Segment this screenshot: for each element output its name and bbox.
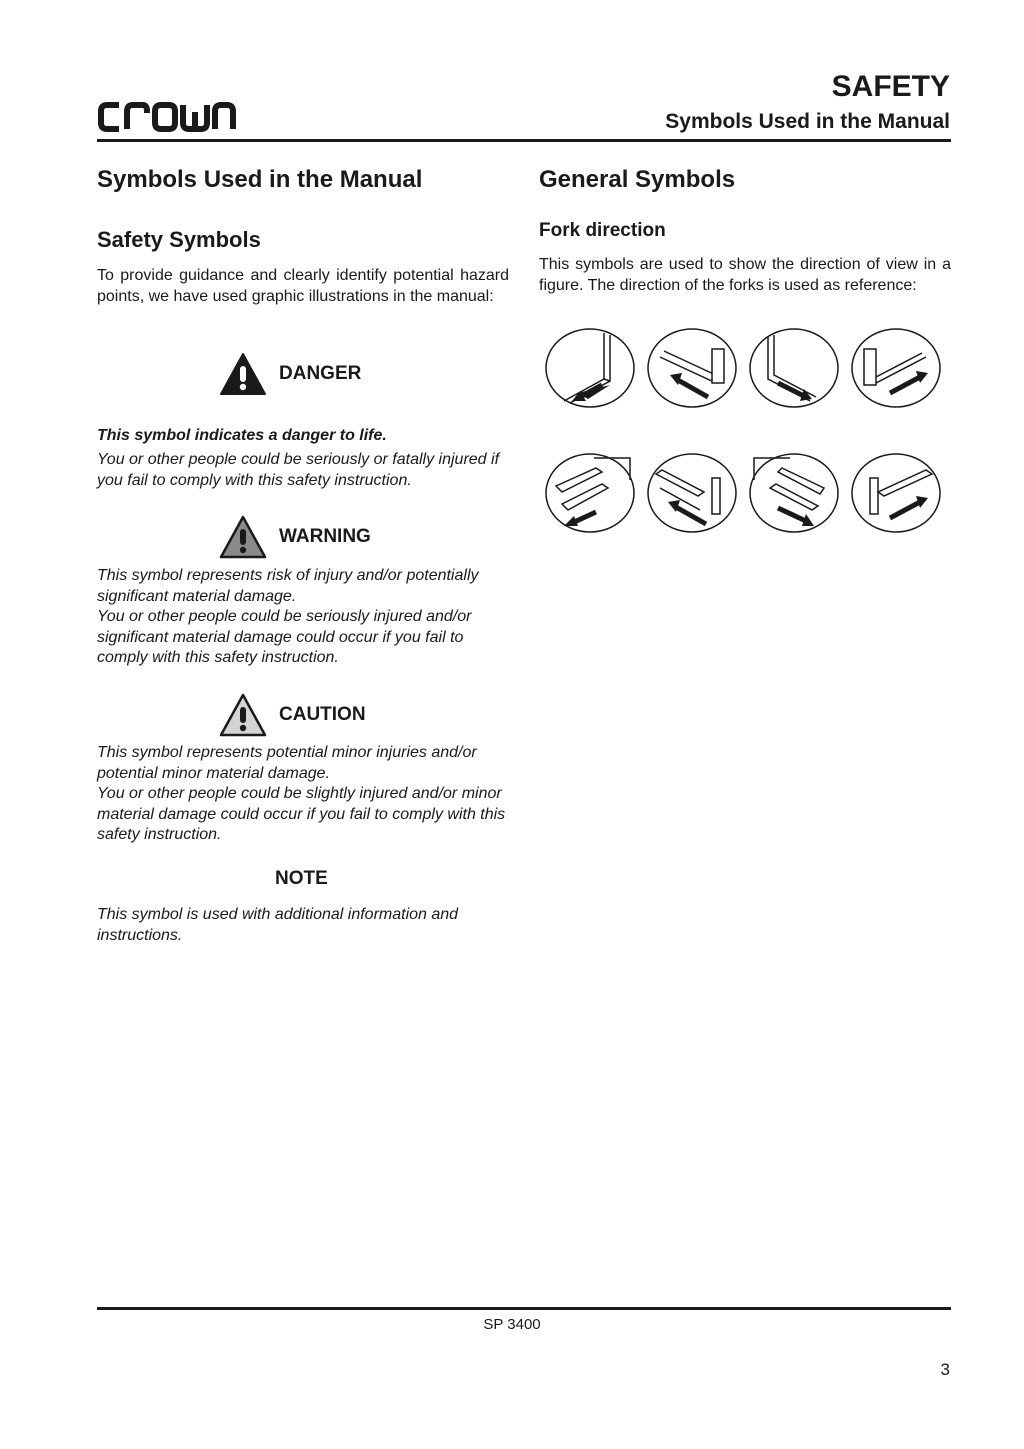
- note-label: NOTE: [275, 868, 328, 889]
- truck-front-right-icon: [748, 452, 840, 534]
- caution-text-2: You or other people could be slightly injured and/or minor material damage could occur if you fail to comply with this safety instruction.: [97, 785, 506, 843]
- danger-label: DANGER: [279, 363, 362, 384]
- warning-text-1: This symbol represents risk of injury and/or potentially significant material damage.: [97, 567, 479, 605]
- intro-paragraph: To provide guidance and clearly identify potential hazard points, we have used graphic illustrations in the manual:: [97, 267, 509, 305]
- fork-direction-text: This symbols are used to show the direction of view in a figure. The direction of the forks is used as reference:: [539, 256, 951, 294]
- header-title: SAFETY: [831, 70, 950, 103]
- fork-direction-heading: Fork direction: [539, 220, 666, 241]
- danger-text: You or other people could be seriously or fatally injured if you fail to comply with this safety instruction.: [97, 451, 500, 489]
- safety-symbols-heading: Safety Symbols: [97, 227, 261, 252]
- danger-triangle-icon: [219, 352, 267, 396]
- header-rule: [97, 139, 951, 142]
- caution-text-1: This symbol represents potential minor injuries and/or potential minor material damage.: [97, 744, 477, 782]
- caution-label: CAUTION: [279, 704, 366, 725]
- header-subtitle: Symbols Used in the Manual: [665, 110, 950, 133]
- fork-front-right-icon: [748, 327, 840, 409]
- danger-symbol: [219, 352, 361, 396]
- footer-rule: [97, 1307, 951, 1310]
- truck-back-left-icon: [646, 452, 738, 534]
- danger-bold-line: This symbol indicates a danger to life.: [97, 427, 387, 444]
- crown-logo: [97, 100, 237, 134]
- footer-doc-id: SP 3400: [483, 1316, 541, 1333]
- note-text: This symbol is used with additional information and instructions.: [97, 906, 459, 944]
- warning-triangle-icon: [219, 515, 267, 559]
- fork-back-right-icon: [850, 327, 942, 409]
- warning-label: WARNING: [279, 526, 371, 547]
- caution-symbol: [219, 693, 366, 737]
- caution-triangle-icon: [219, 693, 267, 737]
- warning-text-2: You or other people could be seriously injured and/or significant material damage could occur if you fail to comply with this safety instruction.: [97, 608, 472, 666]
- page-number: 3: [940, 1360, 950, 1379]
- truck-front-left-icon: [544, 452, 636, 534]
- warning-symbol: [219, 515, 371, 559]
- fork-back-left-icon: [646, 327, 738, 409]
- truck-back-right-icon: [850, 452, 942, 534]
- general-symbols-heading: General Symbols: [539, 166, 736, 193]
- fork-front-left-icon: [544, 327, 636, 409]
- section-heading: Symbols Used in the Manual: [97, 166, 423, 193]
